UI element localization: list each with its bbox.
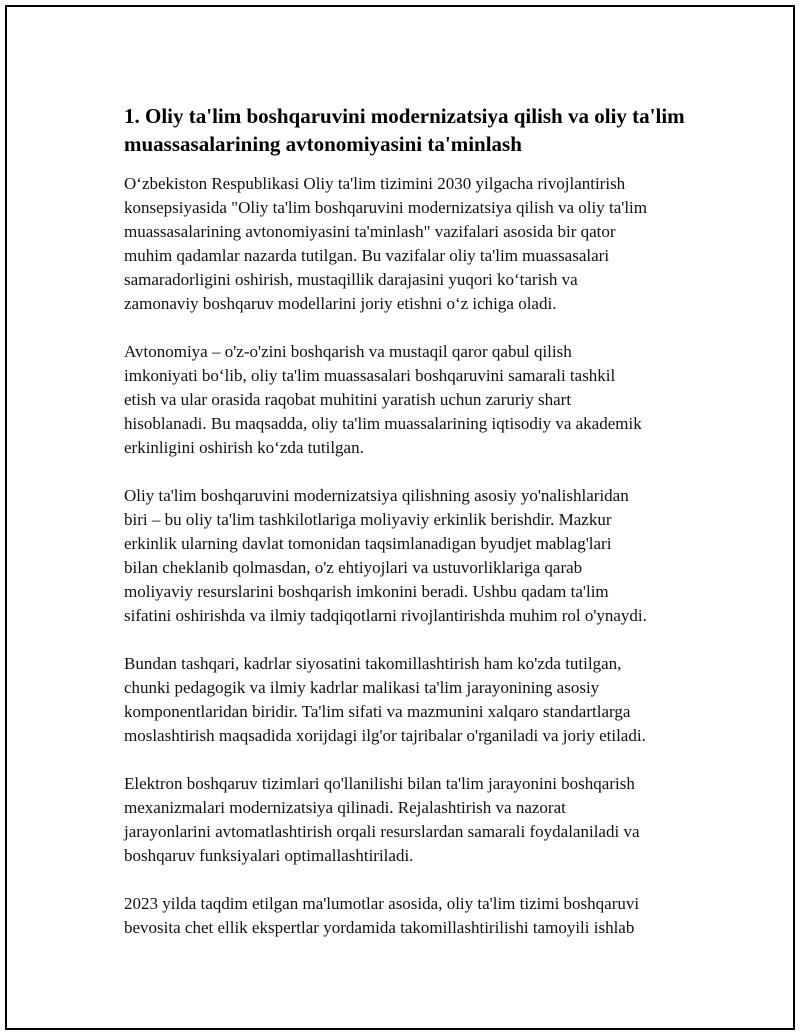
text-line: jarayonlarini avtomatlashtirish orqali resurslardan samarali foydalaniladi va <box>124 822 640 841</box>
text-line: Bundan tashqari, kadrlar siyosatini takomillashtirish ham ko'zda tutilgan, <box>124 654 622 673</box>
paragraph <box>124 172 704 316</box>
text-line: 2023 yilda taqdim etilgan ma'lumotlar asosida, oliy ta'lim tizimi boshqaruvi <box>124 894 640 913</box>
text-line: boshqaruv funksiyalari optimallashtiriladi. <box>124 846 414 865</box>
text-line: O‘zbekiston Respublikasi Oliy ta'lim tizimini 2030 yilgacha rivojlantirish <box>124 174 626 193</box>
text-line: hisoblanadi. Bu maqsadda, oliy ta'lim muassalarining iqtisodiy va akademik <box>124 414 642 433</box>
text-line: moslashtirish maqsadida xorijdagi ilg'or tajribalar o'rganiladi va joriy etiladi. <box>124 726 646 745</box>
text-line: muassasalarining avtonomiyasini ta'minlash" vazifalari asosida bir qator <box>124 222 616 241</box>
text-line: samaradorligini oshirish, mustaqillik darajasini yuqori ko‘tarish va <box>124 270 578 289</box>
text-line: sifatini oshirishda va ilmiy tadqiqotlarni rivojlantirishda muhim rol o'ynaydi. <box>124 606 647 625</box>
text-line: etish va ular orasida raqobat muhitini yaratish uchun zaruriy shart <box>124 390 572 409</box>
text-line: mexanizmalari modernizatsiya qilinadi. Rejalashtirish va nazorat <box>124 798 566 817</box>
text-line: imkoniyati bo‘lib, oliy ta'lim muassasalari boshqaruvini samarali tashkil <box>124 366 616 385</box>
paragraph <box>124 892 704 940</box>
section-heading <box>124 102 704 158</box>
paragraph <box>124 652 704 748</box>
document-content <box>124 102 704 964</box>
text-line: erkinlik ularning davlat tomonidan taqsimlanadigan byudjet mablag'lari <box>124 534 612 553</box>
text-line: bevosita chet ellik ekspertlar yordamida takomillashtirilishi tamoyili ishlab <box>124 918 635 937</box>
text-line: bilan cheklanib qolmasdan, o'z ehtiyojlari va ustuvorliklariga qarab <box>124 558 583 577</box>
text-line: moliyaviy resurslarini boshqarish imkonini beradi. Ushbu qadam ta'lim <box>124 582 609 601</box>
text-line: erkinligini oshirish ko‘zda tutilgan. <box>124 438 364 457</box>
heading-line: muassasalarining avtonomiyasini ta'minlash <box>124 132 522 156</box>
document-page <box>5 5 795 1030</box>
paragraph <box>124 340 704 460</box>
text-line: Elektron boshqaruv tizimlari qo'llanilishi bilan ta'lim jarayonini boshqarish <box>124 774 635 793</box>
text-line: biri – bu oliy ta'lim tashkilotlariga moliyaviy erkinlik berishdir. Mazkur <box>124 510 612 529</box>
text-line: muhim qadamlar nazarda tutilgan. Bu vazifalar oliy ta'lim muassasalari <box>124 246 610 265</box>
text-line: konsepsiyasida "Oliy ta'lim boshqaruvini modernizatsiya qilish va oliy ta'lim <box>124 198 647 217</box>
paragraph <box>124 484 704 628</box>
text-line: Oliy ta'lim boshqaruvini modernizatsiya qilishning asosiy yo'nalishlaridan <box>124 486 629 505</box>
text-line: chunki pedagogik va ilmiy kadrlar malikasi ta'lim jarayonining asosiy <box>124 678 600 697</box>
text-line: zamonaviy boshqaruv modellarini joriy etishni o‘z ichiga oladi. <box>124 294 557 313</box>
text-line: komponentlaridan biridir. Ta'lim sifati va mazmunini xalqaro standartlarga <box>124 702 631 721</box>
paragraph <box>124 772 704 868</box>
heading-line: 1. Oliy ta'lim boshqaruvini modernizatsiya qilish va oliy ta'lim <box>124 104 685 128</box>
text-line: Avtonomiya – o'z-o'zini boshqarish va mustaqil qaror qabul qilish <box>124 342 572 361</box>
